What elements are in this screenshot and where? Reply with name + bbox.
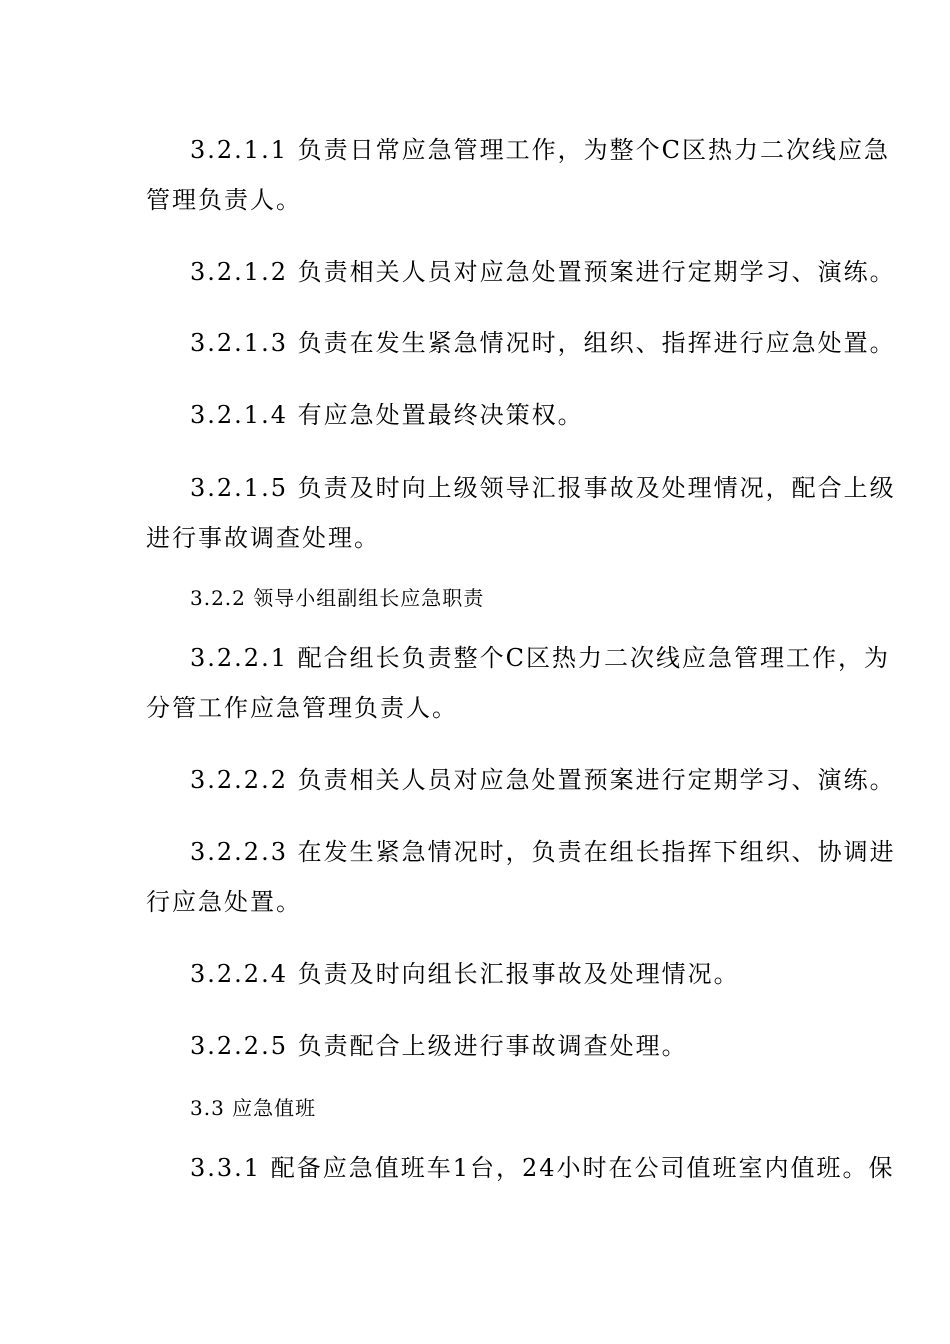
paragraph-3-2-2-1-line-1: 3.2.2.1 配合组长负责整个C区热力二次线应急管理工作，为 [190,644,890,672]
paragraph-3-2-2-5: 3.2.2.5 负责配合上级进行事故调查处理。 [190,1032,688,1060]
paragraph-3-2-1-1-line-2: 管理负责人。 [146,186,302,214]
paragraph-3-2-2-2: 3.2.2.2 负责相关人员对应急处置预案进行定期学习、演练。 [190,766,896,794]
section-heading-3-2-2: 3.2.2 领导小组副组长应急职责 [190,586,485,610]
paragraph-3-2-1-3: 3.2.1.3 负责在发生紧急情况时，组织、指挥进行应急处置。 [190,329,896,357]
paragraph-3-2-1-5-line-2: 进行事故调查处理。 [146,524,380,552]
paragraph-3-2-1-5-line-1: 3.2.1.5 负责及时向上级领导汇报事故及处理情况，配合上级 [190,474,896,502]
paragraph-3-2-2-3-line-1: 3.2.2.3 在发生紧急情况时，负责在组长指挥下组织、协调进 [190,838,896,866]
section-heading-3-3: 3.3 应急值班 [190,1096,317,1120]
paragraph-3-3-1-line-1: 3.3.1 配备应急值班车1台，24小时在公司值班室内值班。保 [190,1154,895,1182]
paragraph-3-2-1-1-line-1: 3.2.1.1 负责日常应急管理工作，为整个C区热力二次线应急 [190,136,890,164]
paragraph-3-2-2-1-line-2: 分管工作应急管理负责人。 [146,694,458,722]
paragraph-3-2-1-4: 3.2.1.4 有应急处置最终决策权。 [190,401,584,429]
paragraph-3-2-1-2: 3.2.1.2 负责相关人员对应急处置预案进行定期学习、演练。 [190,258,896,286]
paragraph-3-2-2-4: 3.2.2.4 负责及时向组长汇报事故及处理情况。 [190,960,740,988]
paragraph-3-2-2-3-line-2: 行应急处置。 [146,888,302,916]
